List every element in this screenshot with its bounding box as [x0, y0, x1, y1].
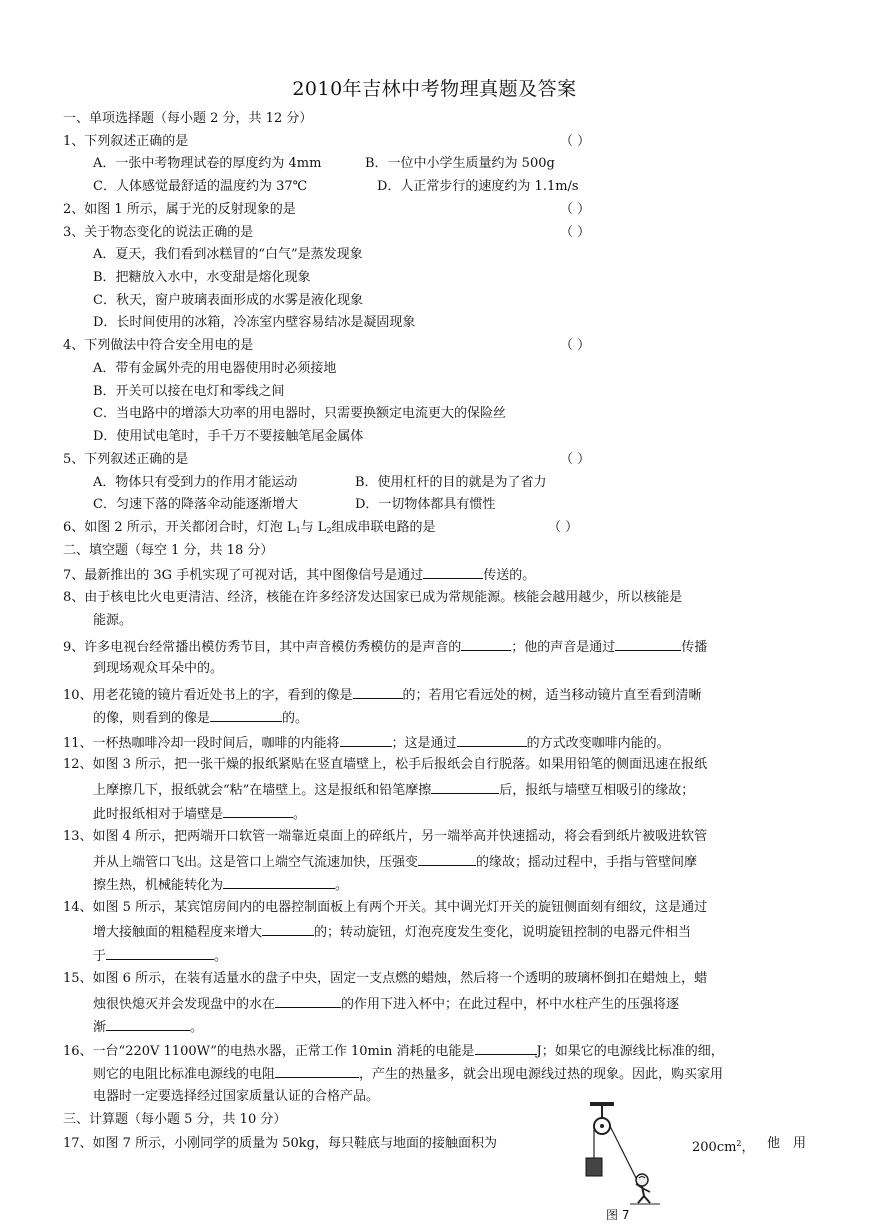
q15-text-a: 烛很快熄灭并会发现盘中的水在 [93, 997, 276, 1012]
option-3c: C．秋天，窗户玻璃表面形成的水雾是液化现象 [93, 293, 363, 308]
q9-text-c: 传播 [681, 640, 708, 655]
fill-blank[interactable] [223, 873, 335, 889]
question-17-line-1: 17、如图 7 所示，小刚同学的质量为 50kg，每只鞋底与地面的接触面积为 [63, 1136, 497, 1151]
fill-blank[interactable] [223, 802, 293, 818]
q13-text-a: 并从上端管口飞出。这是管口上端空气流速加快，压强变 [93, 855, 419, 870]
q7-text-a: 7、最新推出的 3G 手机实现了可视对话，其中图像信号是通过 [63, 568, 424, 583]
ceiling-bar [590, 1102, 614, 1106]
q14-text-b: 的；转动旋钮，灯泡亮度发生变化，说明旋钮控制的电器元件相当 [314, 925, 692, 940]
question-2: 2、如图 1 所示，属于光的反射现象的是 [63, 202, 296, 217]
answer-paren-2: （ ） [560, 202, 591, 217]
fill-blank[interactable] [106, 1015, 190, 1031]
option-1d: D．人正常步行的速度约为 1.1m/s [377, 179, 579, 194]
q10-text-c: 的像，则看到的像是 [93, 711, 211, 726]
answer-paren-6: （ ） [548, 520, 579, 535]
section-2-heading: 二、填空题（每空 1 分，共 18 分） [63, 543, 274, 558]
option-4c: C．当电路中的增添大功率的用电器时，只需要换额定电流更大的保险丝 [93, 406, 506, 421]
q13-text-b: 的缘故；摇动过程中，手指与管壁间摩 [476, 855, 698, 870]
question-1: 1、下列叙述正确的是 [63, 134, 189, 149]
q11-text-a: 11、一杯热咖啡冷却一段时间后，咖啡的内能将 [63, 736, 340, 751]
q17-area-exponent: 2 [736, 1139, 742, 1148]
q15-text-d: 。 [190, 1020, 204, 1035]
q12-text-c: 此时报纸相对于墙壁是 [93, 807, 224, 822]
fill-blank[interactable] [262, 920, 314, 936]
answer-paren-5: （ ） [560, 452, 591, 467]
q13-text-d: 。 [335, 878, 349, 893]
q6-text-post: 组成串联电路的是 [331, 520, 436, 535]
question-15-line-1: 15、如图 6 所示，在装有适量水的盘子中央，固定一支点燃的蜡烛，然后将一个透明的玻璃杯倒扣在蜡烛上，蜡 [63, 971, 708, 986]
q6-sub-2: 2 [326, 526, 332, 535]
q15-text-b: 的作用下进入杯中；在此过程中，杯中水柱产生的压强将逐 [341, 997, 680, 1012]
fill-blank[interactable] [475, 1039, 537, 1055]
option-3b: B．把糖放入水中，水变甜是熔化现象 [93, 270, 311, 285]
option-1c: C．人体感觉最舒适的温度约为 37℃ [93, 179, 308, 194]
fill-blank[interactable] [210, 706, 282, 722]
q6-text-pre: 6、如图 2 所示，开关都闭合时，灯泡 L [63, 520, 296, 535]
q12-text-b: 后，报纸与墙壁互相吸引的缘故； [499, 783, 695, 798]
fill-blank[interactable] [340, 731, 392, 747]
question-13-line-1: 13、如图 4 所示，把两端开口软管一端靠近桌面上的碎纸片，另一端举高并快速摇动，将会看到纸片被吸进软管 [63, 829, 708, 844]
q6-sub-1: 1 [295, 526, 301, 535]
question-9-line-2: 到现场观众耳朵中的。 [93, 661, 224, 676]
question-11 [63, 731, 670, 753]
fill-blank[interactable] [106, 944, 214, 960]
question-8-line-1: 8、由于核电比火电更清洁、经济，核能在许多经济发达国家已成为常规能源。核能会越用越少，所以核能是 [63, 590, 683, 605]
fill-blank[interactable] [615, 635, 681, 651]
question-16-line-3: 电器时一定要选择经过国家质量认证的合格产品。 [93, 1089, 380, 1104]
q14-text-a: 增大接触面的粗糙程度来增大 [93, 925, 263, 940]
q9-text-a: 9、许多电视台经常播出模仿秀节目，其中声音模仿秀模仿的是声音的 [63, 640, 462, 655]
option-5d: D．一切物体都具有惯性 [355, 497, 496, 512]
fill-blank[interactable] [457, 731, 527, 747]
question-17-word-he: 他 [767, 1136, 781, 1151]
section-3-heading: 三、计算题（每小题 5 分，共 10 分） [63, 1112, 287, 1127]
option-4d: D．使用试电笔时，手千万不要接触笔尾金属体 [93, 429, 364, 444]
question-16-line-1 [63, 1039, 724, 1061]
option-3a: A．夏天，我们看到冰糕冒的“白气”是蒸发现象 [93, 247, 363, 262]
q16-text-b: J；如果它的电源线比标准的细， [536, 1044, 724, 1059]
fill-blank[interactable] [353, 683, 403, 699]
fill-blank[interactable] [275, 992, 341, 1008]
question-13-line-3 [93, 873, 348, 895]
boy-head [636, 1174, 648, 1186]
question-5: 5、下列叙述正确的是 [63, 452, 189, 467]
question-10-line-2 [93, 706, 308, 728]
q10-text-d: 的。 [282, 711, 309, 726]
fill-blank[interactable] [431, 778, 499, 794]
q11-text-c: 的方式改变咖啡内能的。 [526, 736, 670, 751]
question-3: 3、关于物态变化的说法正确的是 [63, 225, 254, 240]
option-3d: D．长时间使用的冰箱，冷冻室内壁容易结冰是凝固现象 [93, 315, 416, 330]
q10-text-a: 10、用老花镜的镜片看近处书上的字，看到的像是 [63, 688, 353, 703]
section-1-heading: 一、单项选择题（每小题 2 分，共 12 分） [63, 111, 313, 126]
q13-text-c: 擦生热，机械能转化为 [93, 878, 224, 893]
question-12-line-3 [93, 802, 306, 824]
fill-blank[interactable] [275, 1062, 359, 1078]
q12-text-a: 上摩擦几下，报纸就会“粘”在墙壁上。这是报纸和铅笔摩擦 [93, 783, 432, 798]
figure-7-pulley-illustration [560, 1100, 680, 1205]
q17-comma: ， [741, 1140, 755, 1155]
question-6 [63, 517, 436, 539]
q16-text-c: 则它的电阻比标准电源线的电阻 [93, 1067, 276, 1082]
q15-text-c: 渐 [93, 1020, 107, 1035]
question-9-line-1 [63, 635, 707, 657]
q16-text-d: ，产生的热量多，就会出现电源线过热的现象。因此，购买家用 [359, 1067, 724, 1082]
option-5a: A．物体只有受到力的作用才能运动 [93, 475, 298, 490]
question-10-line-1 [63, 683, 702, 705]
page-title: 2010年吉林中考物理真题及答案 [292, 78, 577, 100]
hanging-weight [586, 1158, 602, 1176]
option-4b: B．开关可以接在电灯和零线之间 [93, 384, 285, 399]
question-12-line-2 [93, 778, 694, 800]
option-5c: C．匀速下落的降落伞动能逐渐增大 [93, 497, 298, 512]
q7-text-b: 传送的。 [483, 568, 536, 583]
question-17-area [692, 1133, 755, 1155]
question-16-line-2 [93, 1062, 723, 1084]
option-1b: B．一位中小学生质量约为 500g [365, 156, 555, 171]
question-7 [63, 563, 535, 585]
q14-text-c: 于 [93, 949, 107, 964]
question-4: 4、下列做法中符合安全用电的是 [63, 338, 254, 353]
q10-text-b: 的；若用它看远处的树，适当移动镜片直至看到清晰 [402, 688, 702, 703]
q9-text-b: ；他的声音是通过 [511, 640, 616, 655]
question-15-line-2 [93, 992, 679, 1014]
question-14-line-1: 14、如图 5 所示，某宾馆房间内的电器控制面板上有两个开关。其中调光灯开关的旋钮侧面刻有细纹，这是通过 [63, 900, 708, 915]
question-13-line-2 [93, 850, 697, 872]
q6-text-mid: 与 L [300, 520, 327, 535]
answer-paren-1: （ ） [560, 134, 591, 149]
answer-paren-3: （ ） [560, 225, 591, 240]
question-15-line-3 [93, 1015, 203, 1037]
q12-text-d: 。 [293, 807, 307, 822]
option-5b: B．使用杠杆的目的就是为了省力 [355, 475, 547, 490]
fill-blank[interactable] [423, 563, 483, 579]
q14-text-d: 。 [214, 949, 228, 964]
question-12-line-1: 12、如图 3 所示，把一张干燥的报纸紧贴在竖直墙壁上，松手后报纸会自行脱落。如果用铅笔的侧面迅速在报纸 [63, 757, 708, 772]
option-1a: A．一张中考物理试卷的厚度约为 4mm [93, 156, 322, 171]
figure-7-caption: 图 7 [606, 1208, 630, 1222]
question-14-line-2 [93, 920, 691, 942]
q11-text-b: ；这是通过 [391, 736, 457, 751]
question-8-line-2: 能源。 [93, 613, 133, 628]
question-14-line-3 [93, 944, 227, 966]
question-17-word-yong: 用 [793, 1136, 807, 1151]
q17-area-value: 200cm [692, 1140, 737, 1155]
fill-blank[interactable] [461, 635, 511, 651]
option-4a: A．带有金属外壳的用电器使用时必须接地 [93, 361, 337, 376]
fill-blank[interactable] [418, 850, 476, 866]
rope-right [610, 1126, 638, 1182]
answer-paren-4: （ ） [560, 338, 591, 353]
q16-text-a: 16、一台“220V 1100W”的电热水器，正常工作 10min 消耗的电能是 [63, 1044, 475, 1059]
